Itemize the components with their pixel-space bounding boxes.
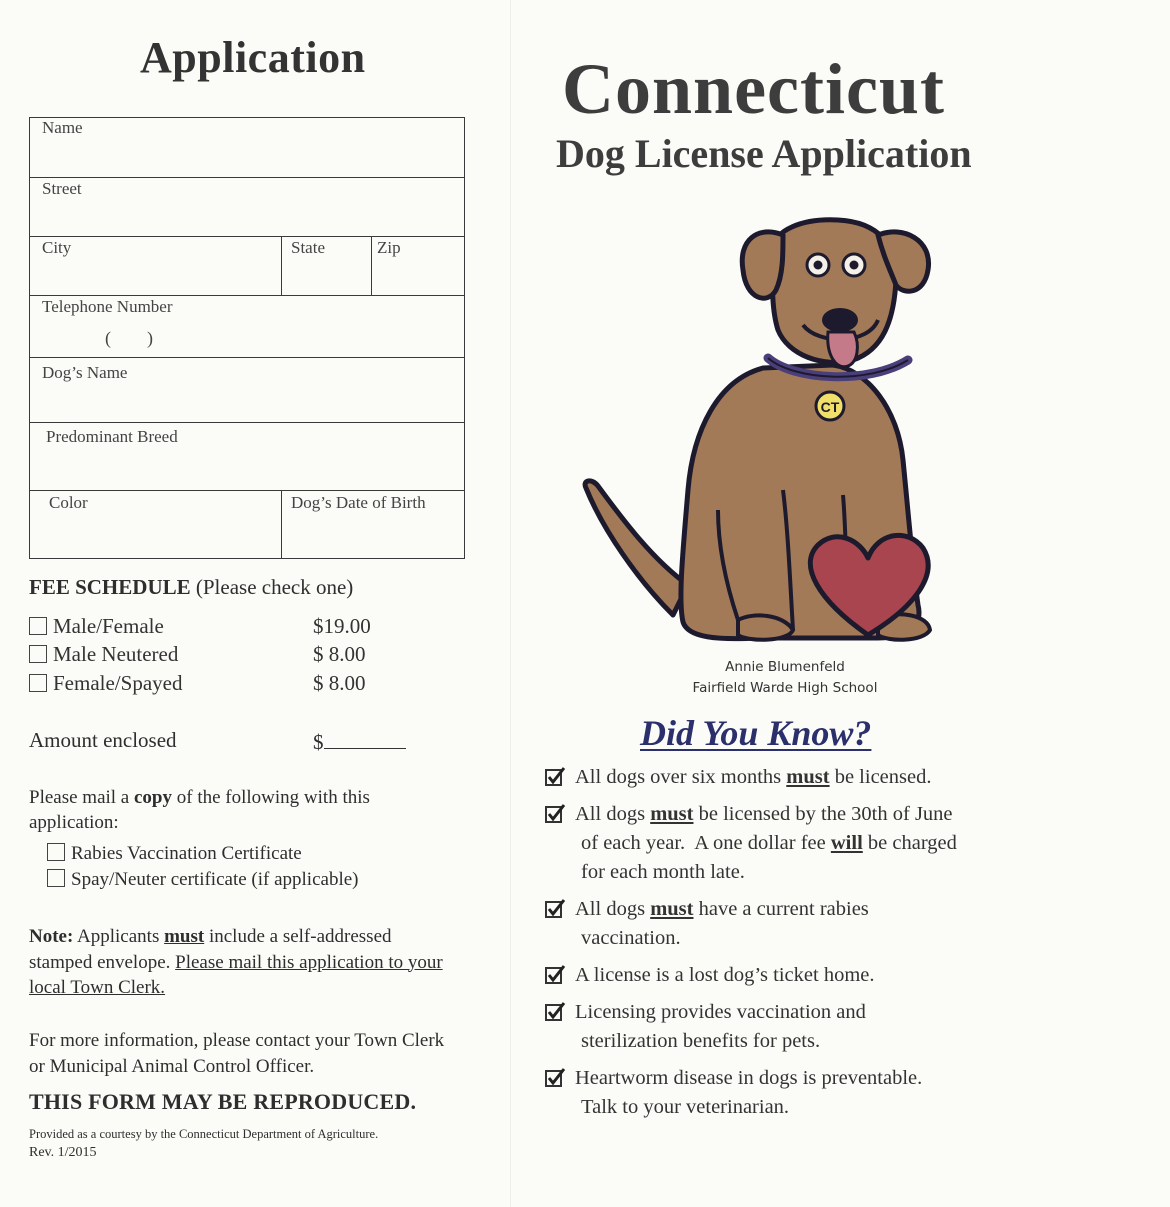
fee-schedule-title: FEE SCHEDULE [29,575,191,599]
telephone-label: Telephone Number [42,297,173,316]
fee-schedule-heading [29,575,353,600]
city-field[interactable] [30,238,281,295]
doc-option-spay-neuter[interactable] [47,869,359,891]
cover-subtitle: Dog License Application [556,131,972,176]
fact-text: be charged [862,832,957,854]
fact-text: Heartworm disease in dogs is preventable. [575,1067,923,1089]
amount-enclosed-field[interactable] [313,728,406,755]
street-label: Street [42,179,82,198]
form-divider [30,236,464,237]
checkbox-icon[interactable] [47,843,65,861]
name-label: Name [42,118,83,137]
fact-emphasis: must [650,803,694,825]
fee-price: $ 8.00 [313,642,366,666]
fee-price: $19.00 [313,614,371,638]
mail-copy-text: of the following with this application: [29,787,370,833]
form-divider [371,236,372,295]
form-divider [30,177,464,178]
street-field[interactable] [30,179,464,236]
form-divider [281,490,282,558]
note-mail-instruction: Please mail this application to your local Town Clerk. [29,951,443,998]
dog-tail [585,481,688,615]
dog-dob-field[interactable] [283,492,464,558]
fact-text: have a current rabies [693,898,869,920]
fact-emphasis: must [786,766,830,788]
dog-ear-left [742,232,783,298]
dog-illustration [578,210,958,655]
fact-text: be licensed by the 30th of June [693,803,953,825]
dog-tag-text: CT [820,399,840,415]
doc-label: Rabies Vaccination Certificate [71,843,302,864]
form-divider [30,422,464,423]
fact-text: vaccination. [581,927,681,949]
fact-text: All dogs [575,803,651,825]
note-must: must [164,926,205,947]
color-label: Color [49,493,88,512]
fact-text: All dogs [575,898,651,920]
fee-option-male-female[interactable] [29,614,164,639]
state-label: State [291,238,325,257]
checkbox-icon[interactable] [47,869,65,887]
fee-option-label: Male/Female [53,614,164,638]
color-field[interactable] [30,492,281,558]
checkmark-icon [545,965,565,985]
breed-label: Predominant Breed [46,427,178,446]
checkbox-icon[interactable] [29,674,47,692]
note-label: Note: [29,926,74,947]
dogs-name-label: Dog’s Name [42,363,128,382]
artist-credit [660,657,910,699]
fee-option-female-spayed[interactable] [29,671,182,696]
mail-copy-text: Please mail a [29,787,134,808]
form-divider [30,357,464,358]
fee-schedule-note: (Please check one) [195,575,354,599]
currency-symbol: $ [313,730,324,754]
checkbox-icon[interactable] [29,617,47,635]
telephone-field[interactable] [30,297,464,357]
checkmark-icon [545,767,565,787]
dog-nose [822,308,858,332]
dog-eye [850,261,859,270]
checkmark-icon [545,899,565,919]
fact-emphasis: will [830,832,863,854]
note-text: include a self-addressed stamped envelope. [29,926,397,973]
fact-text: of each year. A one dollar fee [581,832,831,854]
fact-text: for each month late. [581,861,745,883]
note-paragraph [29,924,449,1001]
form-divider [281,236,282,295]
city-label: City [42,238,72,257]
amount-blank-line[interactable] [324,728,406,749]
application-title: Application [140,33,366,82]
fact-text: sterilization benefits for pets. [581,1030,821,1052]
fee-price: $ 8.00 [313,671,366,695]
note-text: Applicants [73,926,165,947]
zip-field[interactable] [373,238,464,295]
application-form [29,117,465,559]
cover-title: Connecticut [562,49,945,129]
checkmark-icon [545,804,565,824]
fact-text: Licensing provides vaccination and [575,1001,866,1023]
checkmark-icon [545,1002,565,1022]
courtesy-line: Provided as a courtesy by the Connecticut Department of Agriculture. [29,1127,379,1141]
state-field[interactable] [283,238,371,295]
did-you-know-heading: Did You Know? [640,713,872,753]
doc-option-rabies[interactable] [47,843,302,865]
dog-eye [814,261,823,270]
dog-dob-label: Dog’s Date of Birth [291,493,426,512]
mail-copy-bold: copy [134,787,172,808]
telephone-area-code-parens: ( ) [105,328,153,348]
doc-label: Spay/Neuter certificate (if applicable) [71,869,359,890]
page-divider [510,0,511,1207]
fee-option-label: Female/Spayed [53,671,183,695]
reproduce-notice: THIS FORM MAY BE REPRODUCED. [29,1089,417,1114]
checkbox-icon[interactable] [29,645,47,663]
fact-text: A license is a lost dog’s ticket home. [575,964,875,986]
artist-school: Fairfield Warde High School [692,680,878,696]
zip-label: Zip [377,238,401,257]
amount-enclosed-label: Amount enclosed [29,728,177,752]
breed-field[interactable] [30,424,464,490]
form-divider [30,490,464,491]
revision: Rev. 1/2015 [29,1145,97,1160]
checkmark-icon [545,1068,565,1088]
dogs-name-field[interactable] [30,359,464,422]
name-field[interactable] [30,118,464,177]
mail-copy-instructions [29,785,429,835]
form-divider [30,295,464,296]
fact-text: Talk to your veterinarian. [581,1096,790,1118]
fee-option-label: Male Neutered [53,642,179,666]
more-info-text: For more information, please contact your Town Clerk or Municipal Animal Control Officer. [29,1030,445,1077]
fact-text: be licensed. [829,766,932,788]
fact-text: All dogs over six months [575,766,787,788]
fee-option-male-neutered[interactable] [29,642,178,667]
artist-name: Annie Blumenfeld [725,659,845,675]
fact-emphasis: must [650,898,694,920]
